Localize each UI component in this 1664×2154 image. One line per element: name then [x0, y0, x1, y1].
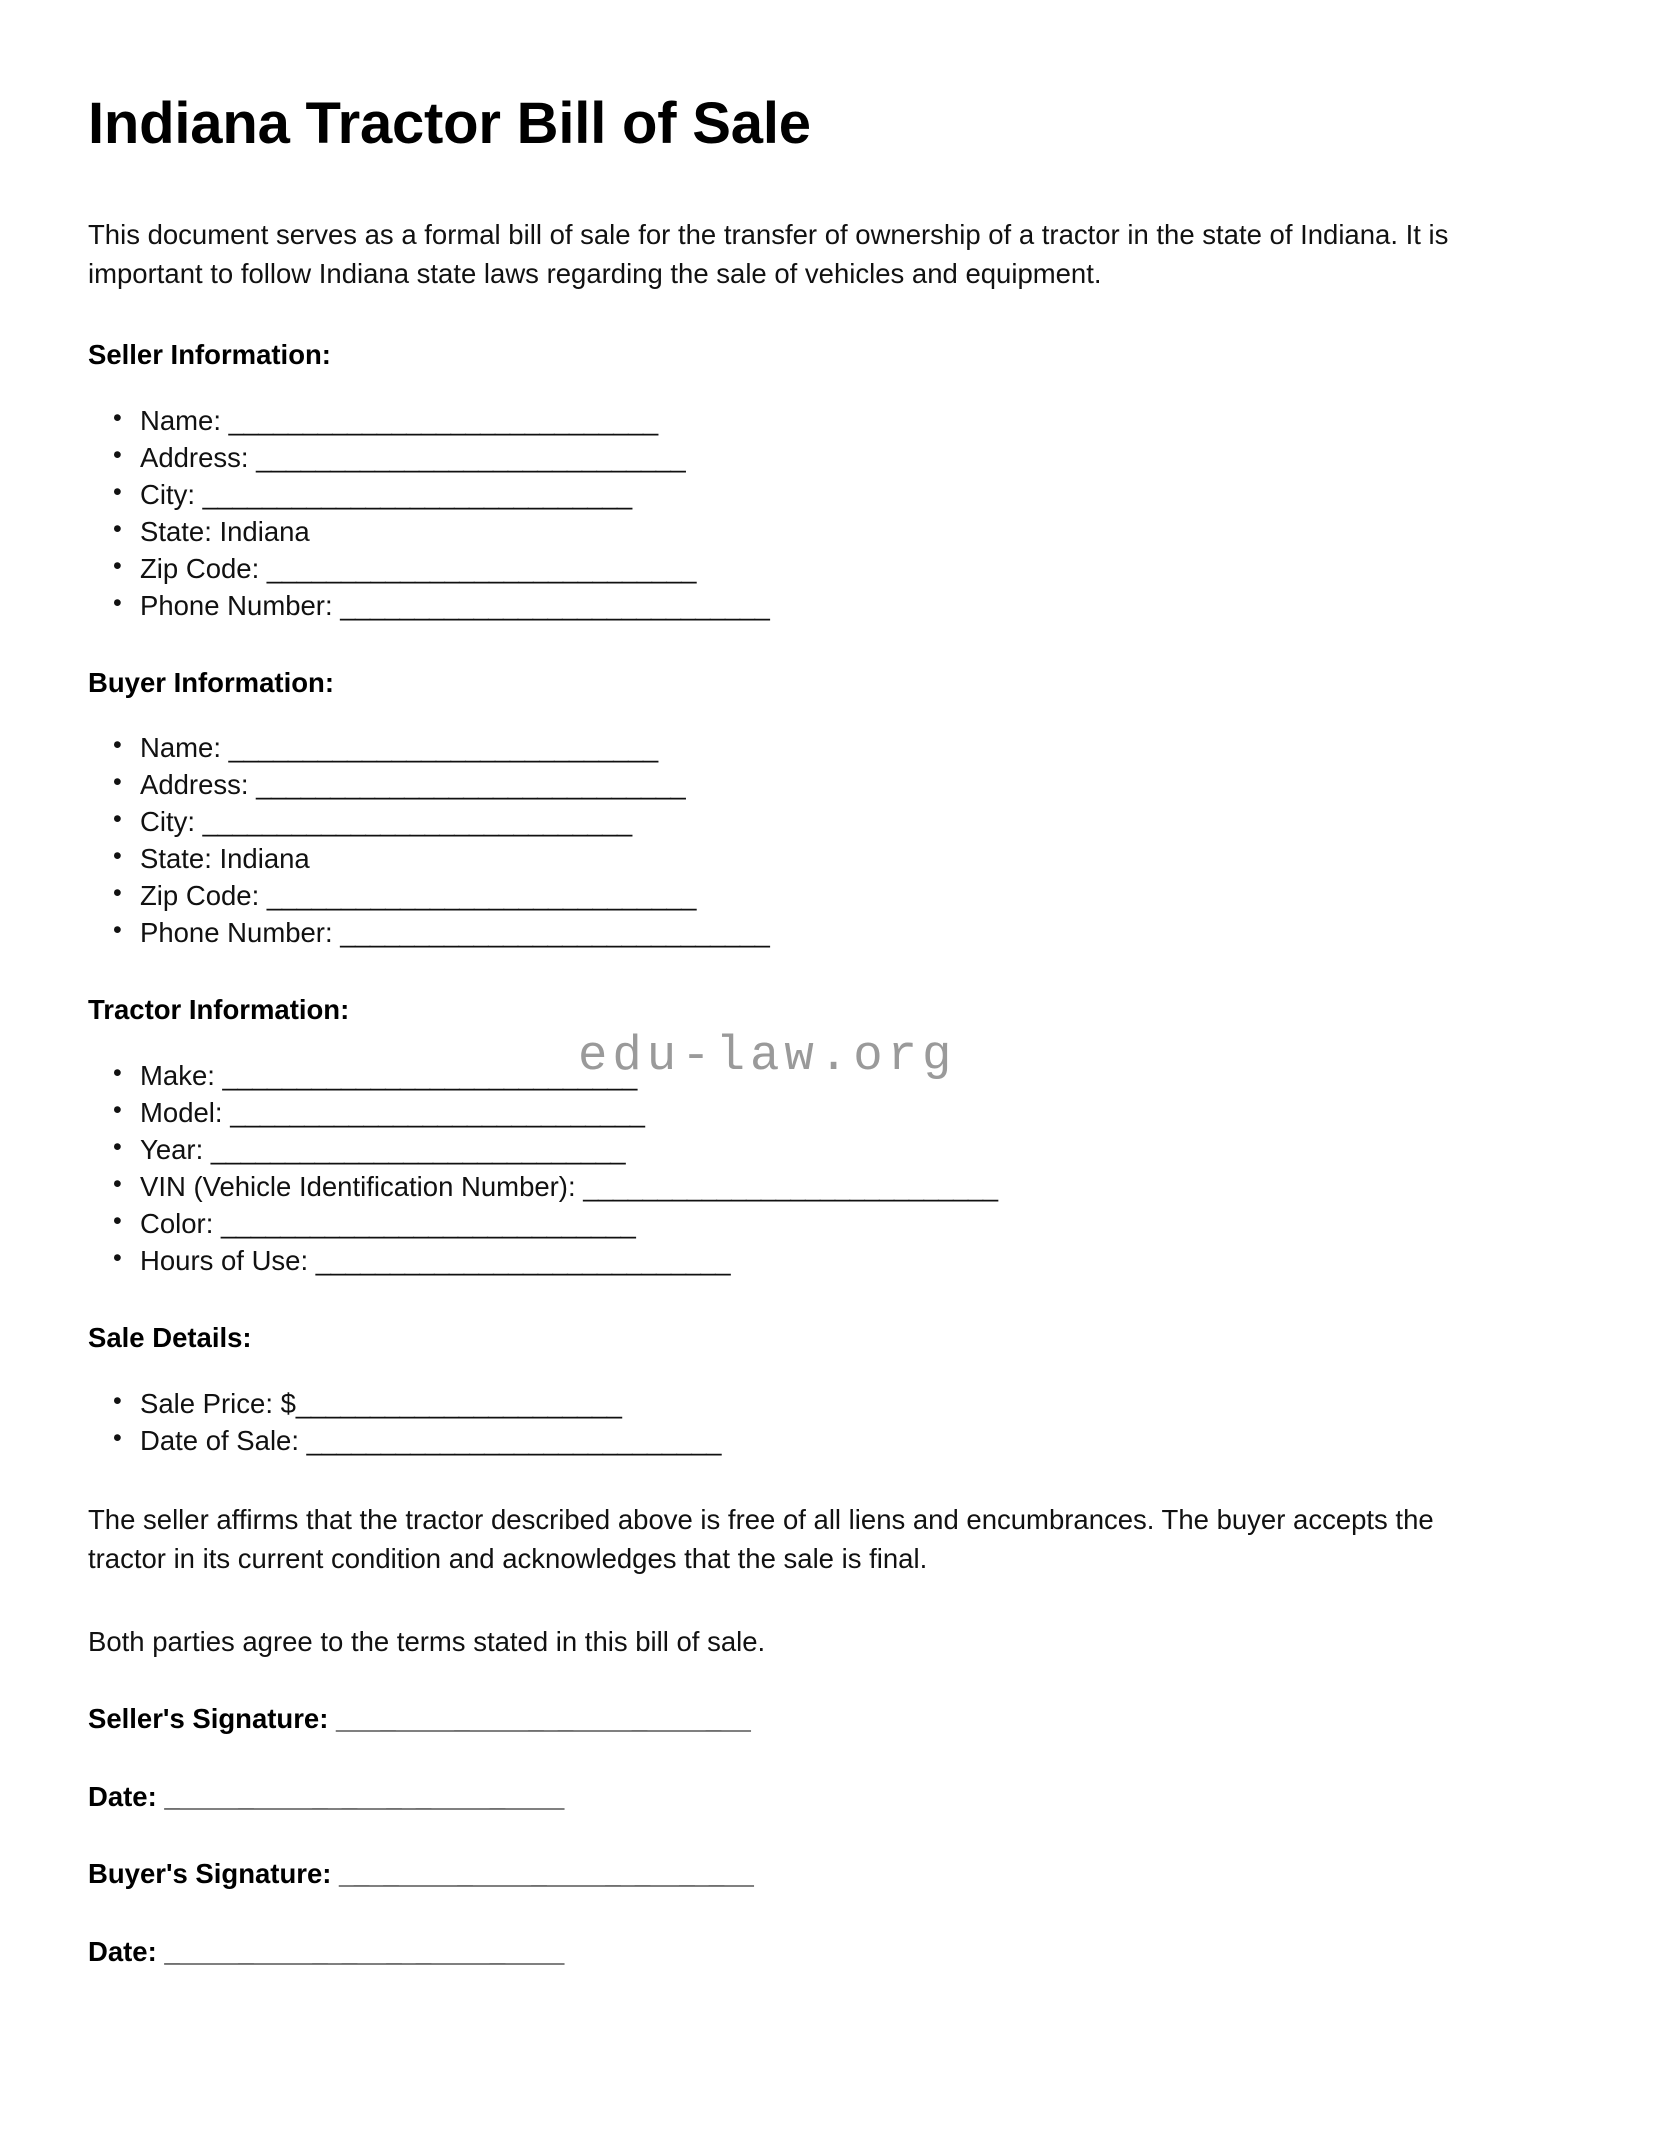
- field-label: VIN (Vehicle Identification Number):: [140, 1171, 584, 1203]
- field-blank[interactable]: ___________________________: [164, 1936, 564, 1968]
- list-item: [140, 804, 1516, 841]
- list-item: [140, 1058, 1516, 1095]
- field-label: Date:: [88, 1780, 165, 1812]
- field-label: Phone Number:: [140, 589, 341, 621]
- list-item: [140, 588, 1516, 625]
- field-blank[interactable]: _____________________________: [202, 806, 632, 838]
- field-label: Date of Sale:: [140, 1424, 307, 1456]
- field-label: State: Indiana: [140, 515, 310, 547]
- list-item: [140, 841, 1516, 878]
- field-label: Make:: [140, 1060, 223, 1092]
- field-blank[interactable]: _____________________________: [266, 880, 696, 912]
- list-item: [140, 514, 1516, 551]
- field-label: Phone Number:: [140, 917, 341, 949]
- field-blank[interactable]: _____________________________: [228, 732, 658, 764]
- buyer-information-list: [88, 730, 1516, 952]
- field-blank[interactable]: ____________________________: [230, 1097, 645, 1129]
- seller-signature-line: [88, 1701, 1516, 1737]
- field-blank[interactable]: ____________________________: [306, 1424, 721, 1456]
- field-blank[interactable]: ____________________________: [315, 1245, 731, 1277]
- list-item: [140, 1206, 1516, 1243]
- field-label: City:: [140, 478, 203, 510]
- field-label: Model:: [140, 1097, 231, 1129]
- intro-paragraph: This document serves as a formal bill of sale for the transfer of ownership of a tractor in the state of Indiana. It is important to follow Indiana state laws regarding the sale of vehicles and equipment.: [88, 218, 1449, 289]
- field-label: Sale Price: $: [140, 1387, 296, 1419]
- field-label: Date:: [88, 1936, 165, 1968]
- list-item: [140, 1169, 1516, 1206]
- list-item: [140, 915, 1516, 952]
- field-label: Zip Code:: [140, 880, 267, 912]
- buyer-signature-line: [88, 1856, 1516, 1892]
- list-item: [140, 878, 1516, 915]
- field-blank[interactable]: _____________________________: [266, 552, 696, 584]
- list-item: [140, 403, 1516, 440]
- affirmation-paragraph: The seller affirms that the tractor described above is free of all liens and encumbrances. The buyer accepts the tractor in its current condition and acknowledges that the sale is final.: [88, 1503, 1434, 1574]
- seller-date-line: [88, 1779, 1516, 1815]
- field-label: State: Indiana: [140, 843, 310, 875]
- field-blank[interactable]: ____________________________: [336, 1702, 751, 1734]
- field-label: Zip Code:: [140, 552, 267, 584]
- list-item: [140, 440, 1516, 477]
- sale-details-list: [88, 1386, 1516, 1460]
- field-label: Address:: [140, 441, 257, 473]
- field-blank[interactable]: ______________________: [295, 1387, 622, 1419]
- tractor-information-heading: Tractor Information:: [88, 994, 350, 1026]
- field-blank[interactable]: _____________________________: [256, 441, 686, 473]
- seller-information-heading: Seller Information:: [88, 339, 331, 371]
- field-label: Name:: [140, 404, 229, 436]
- page-title: Indiana Tractor Bill of Sale: [88, 91, 811, 156]
- list-item: [140, 1243, 1516, 1280]
- list-item: [140, 1132, 1516, 1169]
- site-watermark: edu-law.org: [578, 1028, 957, 1084]
- field-label: Buyer's Signature:: [88, 1858, 340, 1890]
- field-label: Hours of Use:: [140, 1245, 316, 1277]
- field-blank[interactable]: ____________________________: [221, 1208, 636, 1240]
- list-item: [140, 767, 1516, 804]
- list-item: [140, 1095, 1516, 1132]
- field-blank[interactable]: ___________________________: [164, 1780, 564, 1812]
- field-label: City:: [140, 806, 203, 838]
- field-blank[interactable]: _____________________________: [340, 589, 770, 621]
- buyer-information-heading: Buyer Information:: [88, 666, 334, 698]
- agreement-paragraph: Both parties agree to the terms stated in this bill of sale.: [88, 1625, 766, 1657]
- field-blank[interactable]: _____________________________: [202, 478, 632, 510]
- field-label: Color:: [140, 1208, 221, 1240]
- field-label: Name:: [140, 732, 229, 764]
- seller-information-list: [88, 403, 1516, 625]
- list-item: [140, 1423, 1516, 1460]
- buyer-date-line: [88, 1934, 1516, 1970]
- list-item: [140, 1386, 1516, 1423]
- list-item: [140, 551, 1516, 588]
- field-blank[interactable]: ____________________________: [583, 1171, 998, 1203]
- field-blank[interactable]: ____________________________: [210, 1134, 626, 1166]
- field-blank[interactable]: _____________________________: [340, 917, 770, 949]
- list-item: [140, 477, 1516, 514]
- field-blank[interactable]: _____________________________: [228, 404, 658, 436]
- sale-details-heading: Sale Details:: [88, 1322, 252, 1354]
- field-label: Year:: [140, 1134, 211, 1166]
- tractor-information-list: [88, 1058, 1516, 1280]
- field-label: Seller's Signature:: [88, 1702, 337, 1734]
- field-blank[interactable]: ____________________________: [222, 1060, 637, 1092]
- list-item: [140, 730, 1516, 767]
- field-label: Address:: [140, 769, 257, 801]
- field-blank[interactable]: ____________________________: [339, 1858, 754, 1890]
- field-blank[interactable]: _____________________________: [256, 769, 686, 801]
